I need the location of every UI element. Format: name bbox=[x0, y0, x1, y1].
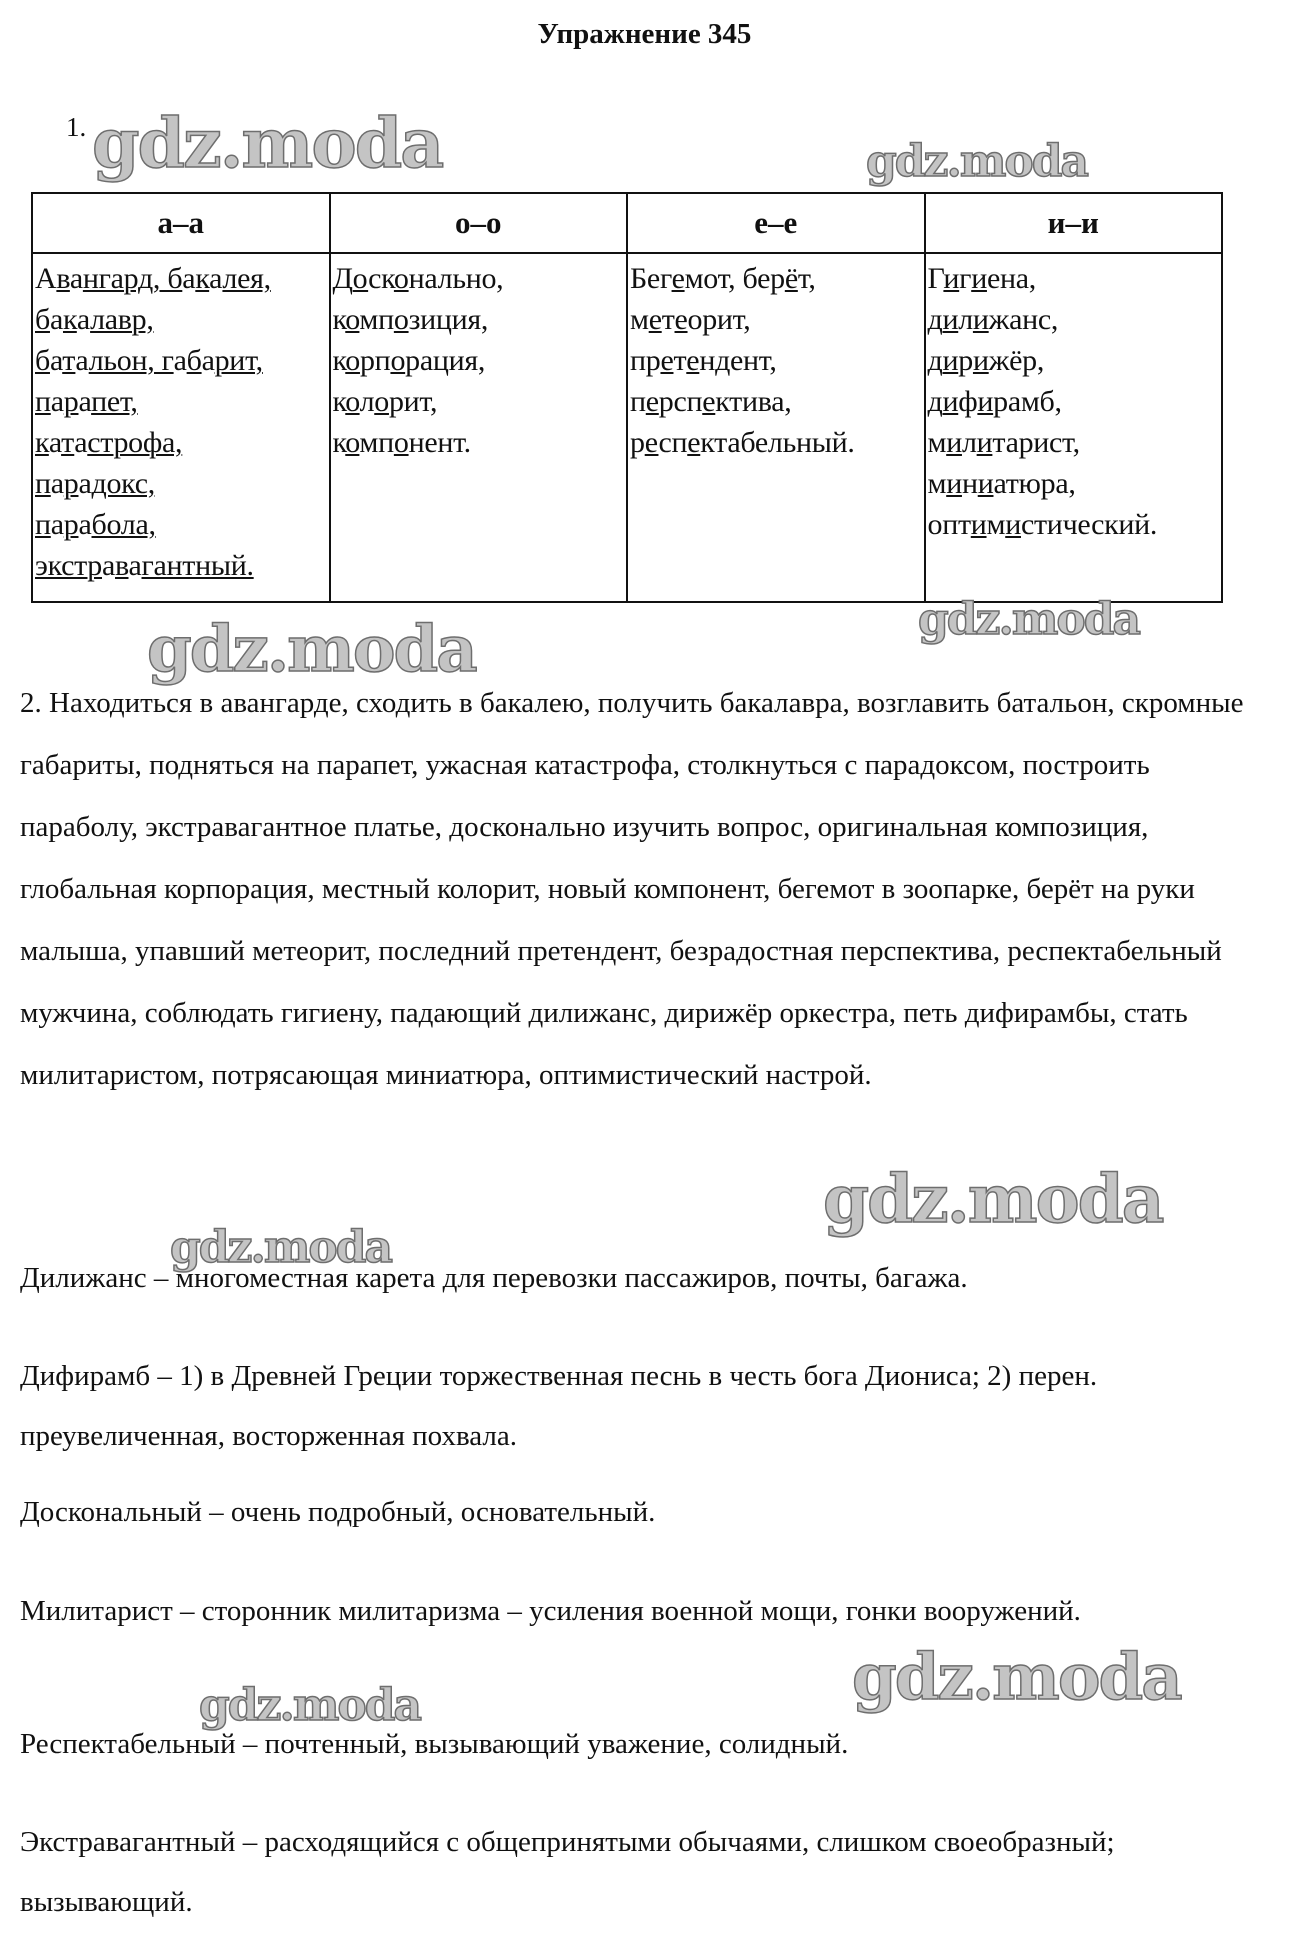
word-line: катастрофа, bbox=[35, 426, 183, 459]
exercise-title: Упражнение 345 bbox=[537, 18, 752, 50]
words-cell-a-a bbox=[32, 253, 330, 602]
word-line: Авангард, бакалея, bbox=[35, 262, 271, 295]
word-line: перспектива, bbox=[630, 385, 792, 418]
word-line: парапет, bbox=[35, 385, 138, 418]
header-a-a: а–а bbox=[32, 193, 330, 253]
word-line: Досконально, bbox=[332, 262, 504, 295]
word-line: корпорация, bbox=[332, 344, 486, 377]
watermark: gdz.moda bbox=[852, 1640, 1181, 1715]
watermark: gdz.moda bbox=[918, 594, 1140, 645]
definition-doskonalny: Доскональный – очень подробный, основательный. bbox=[20, 1496, 656, 1528]
definition-militarist: Милитарист – сторонник милитаризма – усиления военной мощи, гонки вооружений. bbox=[20, 1595, 1081, 1627]
word-line: колорит, bbox=[332, 385, 438, 418]
watermark: gdz.moda bbox=[147, 612, 476, 687]
word-line: Бегемот, берёт, bbox=[630, 262, 816, 295]
definition-difiramb: Дифирамб – 1) в Древней Греции торжественная песнь в честь бога Диониса; 2) перен. преувеличенная, восторженная похвала. bbox=[20, 1360, 1098, 1452]
table-header-row bbox=[32, 193, 1222, 253]
watermark: gdz.moda bbox=[199, 1680, 421, 1731]
definition-dilizhans: Дилижанс – многоместная карета для перевозки пассажиров, почты, багажа. bbox=[20, 1262, 968, 1294]
words-cell-e-e bbox=[627, 253, 925, 602]
word-line: компонент. bbox=[332, 426, 471, 459]
words-cell-i-i bbox=[925, 253, 1223, 602]
definition-ekstravagantny: Экстравагантный – расходящийся с общепринятыми обычаями, слишком своеобразный; вызывающий. bbox=[20, 1826, 1115, 1918]
word-line: респектабельный. bbox=[630, 426, 855, 459]
word-line: дирижёр, bbox=[927, 344, 1045, 377]
watermark: gdz.moda bbox=[170, 1222, 392, 1273]
word-line: дилижанс, bbox=[927, 303, 1059, 336]
watermark: gdz.moda bbox=[866, 136, 1088, 187]
word-line: миниатюра, bbox=[927, 467, 1076, 500]
word-line: метеорит, bbox=[630, 303, 751, 336]
word-line: батальон, габарит, bbox=[35, 344, 263, 377]
word-line: дифирамб, bbox=[927, 385, 1062, 418]
header-o-o: о–о bbox=[330, 193, 628, 253]
header-e-e: е–е bbox=[627, 193, 925, 253]
word-line: милитарист, bbox=[927, 426, 1080, 459]
part1-number: 1. bbox=[66, 112, 87, 142]
word-line: парадокс, bbox=[35, 467, 155, 500]
part2-sentences: 2. Находиться в авангарде, сходить в бакалею, получить бакалавра, возглавить батальон, скромные габариты, подняться на парапет, ужасная катастрофа, столкнуться с парадоксом, построить параболу, экстравагантное платье, досконально изучить вопрос, оригинальная композиция, глобальная корпорация, местный колорит, новый компонент, бегемот в зоопарке, берёт на руки малыша, упавший метеорит, последний претендент, безрадостная перспектива, респектабельный мужчина, соблюдать гигиену, падающий дилижанс, дирижёр оркестра, петь дифирамбы, стать милитаристом, потрясающая миниатюра, оптимистический настрой. bbox=[20, 687, 1244, 1091]
word-line: композиция, bbox=[332, 303, 489, 336]
word-line: бакалавр, bbox=[35, 303, 154, 336]
word-line: Гигиена, bbox=[927, 262, 1036, 295]
vowel-table bbox=[31, 192, 1223, 603]
watermark: gdz.moda bbox=[823, 1160, 1163, 1238]
words-cell-o-o bbox=[330, 253, 628, 602]
word-line: парабола, bbox=[35, 508, 156, 541]
word-line: экстравагантный. bbox=[35, 549, 254, 582]
header-i-i: и–и bbox=[925, 193, 1223, 253]
word-line: претендент, bbox=[630, 344, 777, 377]
definition-respektabelny: Респектабельный – почтенный, вызывающий уважение, солидный. bbox=[20, 1728, 849, 1760]
watermark: gdz.moda bbox=[92, 104, 443, 184]
table-row bbox=[32, 253, 1222, 602]
word-line: оптимистический. bbox=[927, 508, 1158, 541]
